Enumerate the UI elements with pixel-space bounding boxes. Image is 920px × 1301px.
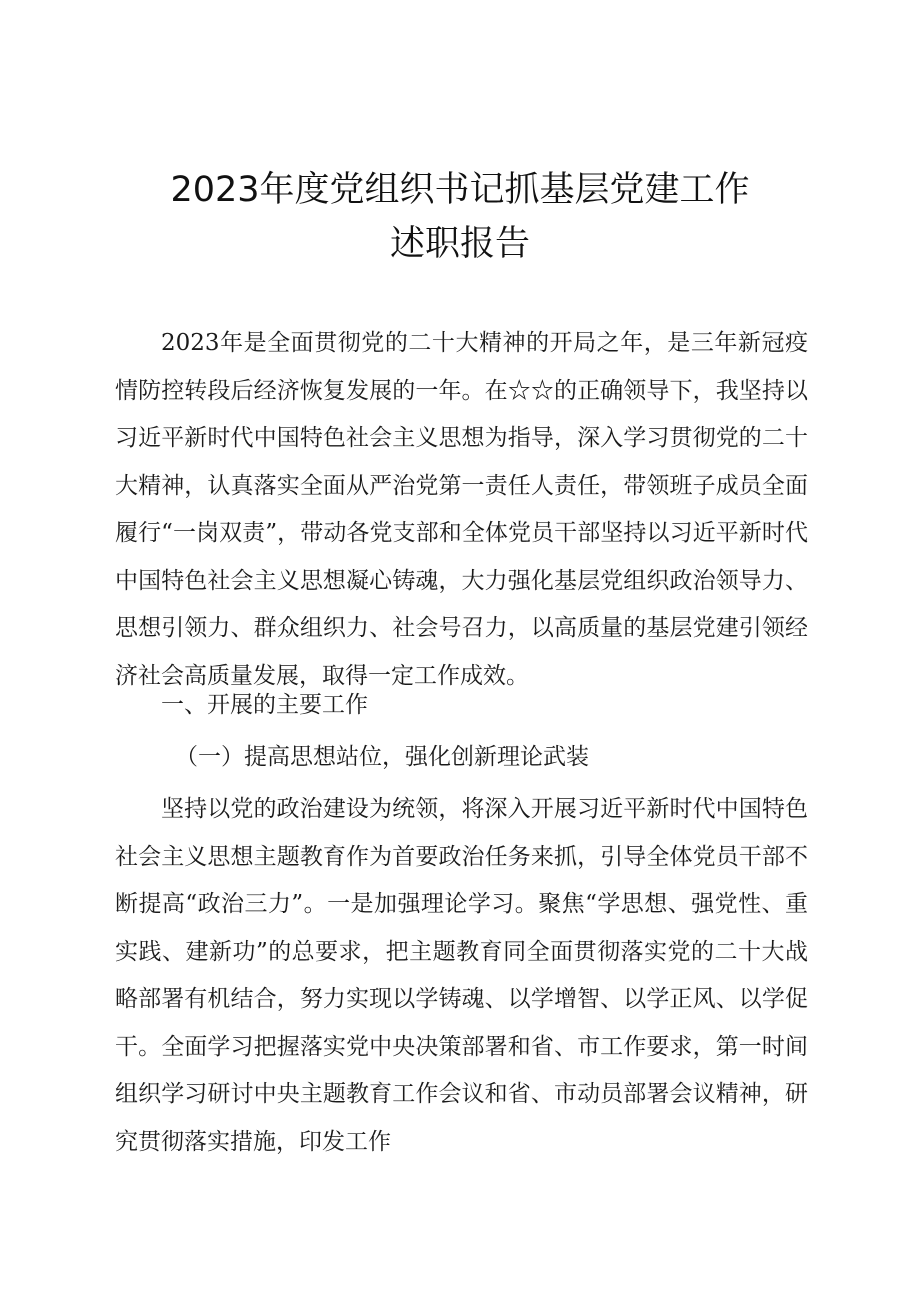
section-heading: 一、开展的主要工作 — [161, 692, 368, 718]
body-paragraph: 坚持以党的政治建设为统领，将深入开展习近平新时代中国特色社会主义思想主题教育作为首要政治任务来抓，引导全体党员干部不断提高“政治三力”。一是加强理论学习。聚焦“学思想、强党性、重实践、建新功”的总要求，把主题教育同全面贯彻落实党的二十大战略部署有机结合，努力实现以学铸魂、以学增智、以学正风、以学促干。全面学习把握落实党中央决策部署和省、市工作要求，第一时间组织学习研讨中央主题教育工作会议和省、市动员部署会议精神，研究贯彻落实措施，印发工作 — [115, 796, 808, 1155]
subsection-heading: （一）提高思想站位，强化创新理论武装 — [175, 744, 589, 770]
document-title-line-1: 2023年度党组织书记抓基层党建工作 — [170, 170, 750, 210]
document-title-line-2: 述职报告 — [389, 224, 530, 264]
intro-paragraph: 2023年是全面贯彻党的二十大精神的开局之年，是三年新冠疫情防控转段后经济恢复发展的一年。在☆☆的正确领导下，我坚持以习近平新时代中国特色社会主义思想为指导，深入学习贯彻党的二十大精神，认真落实全面从严治党第一责任人责任，带领班子成员全面履行“一岗双责”，带动各党支部和全体党员干部坚持以习近平新时代中国特色社会主义思想凝心铸魂，大力强化基层党组织政治领导力、思想引领力、群众组织力、社会号召力，以高质量的基层党建引领经济社会高质量发展，取得一定工作成效。 — [115, 330, 808, 689]
